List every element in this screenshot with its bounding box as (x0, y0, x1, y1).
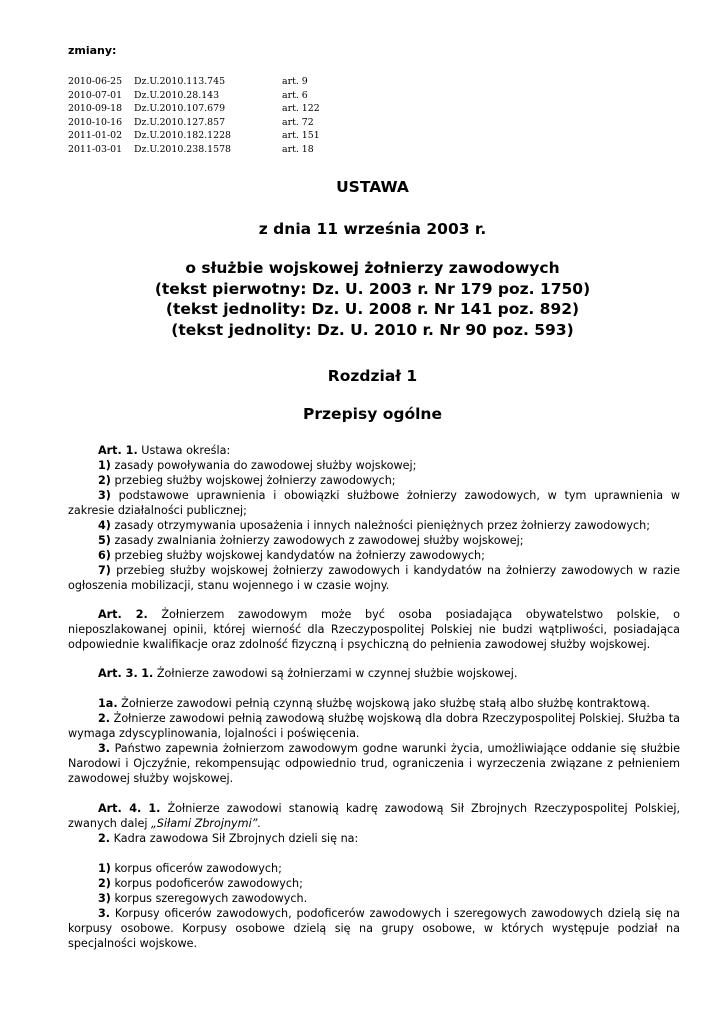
article-2-text: Żołnierzem zawodowym może być osoba posiadająca obywatelstwo polskie, o nieposzlakowanej opinii, której wierność dla Rzeczypospolitej Polskiej nie budzi wątpliwości, posiadająca odpowiednie kwalifikacje oraz zdolność fizyczną i psychiczną do pełnienia zawodowej służby wojskowej. (68, 608, 680, 651)
change-date: 2011-01-02 (68, 130, 123, 142)
article-1-intro: Art. 1. Ustawa określa: (98, 444, 231, 457)
change-date: 2010-09-18 (68, 103, 123, 115)
article-3-par-1: Żołnierze zawodowi są żołnierzami w czynnej służbie wojskowej. (156, 667, 518, 680)
article-1-item: 4) zasady otrzymywania uposażenia i innych należności pieniężnych przez żołnierzy zawodowych; (98, 519, 650, 532)
article-label: Art. 1. (98, 444, 138, 457)
article-3-cont: 1a. Żołnierze zawodowi pełnią czynną służbę wojskową jako służbę stałą albo służbę kontraktową. 2. Żołnierze zawodowi pełnią zawodową służbę wojskową dla dobra Rzeczypospolitej Polskiej. Służba ta wymaga zdyscyplinowania, lojalności i poświęcenia. 3. Państwo zapewnia żołnierzom zawodowym godne warunki życia, umożliwiające oddanie się służbie Narodowi i Ojczyźnie, rekompensując odpowiednio trud, ograniczenia i wyrzeczenia związane z pełnieniem zawodowej służby wojskowej. (68, 697, 680, 785)
change-date: 2010-06-25 (68, 76, 123, 87)
article-1-item: 6) przebieg służby wojskowej kandydatów na żołnierzy zawodowych; (98, 549, 485, 562)
article-1-item: 5) zasady zwalniania żołnierzy zawodowych z zawodowej służby wojskowej; (98, 534, 524, 547)
change-row (68, 75, 320, 89)
change-article: art. 122 (282, 103, 320, 115)
change-row (68, 129, 320, 143)
article-4-defined-term: „Siłami Zbrojnymi”. (151, 817, 262, 830)
article-1-item: 2) przebieg służby wojskowej żołnierzy zawodowych; (98, 474, 396, 487)
change-row (68, 89, 320, 103)
changes-list (68, 75, 320, 157)
act-heading (60, 258, 685, 340)
article-4-par-2: Kadra zawodowa Sił Zbrojnych dzieli się na: (113, 832, 359, 845)
act-original-text-ref: (tekst pierwotny: Dz. U. 2003 r. Nr 179 poz. 1750) (154, 279, 591, 298)
chapter-title: Przepisy ogólne (303, 405, 442, 423)
article-1-item: 3) podstawowe uprawnienia i obowiązki służbowe żołnierzy zawodowych, w tym uprawnienia w zakresie działalności publicznej; (68, 489, 680, 517)
change-article: art. 18 (282, 143, 314, 155)
chapter-number: Rozdział 1 (327, 367, 418, 385)
article-4: Art. 4. 1. Żołnierze zawodowi stanowią kadrę zawodową Sił Zbrojnych Rzeczypospolitej Polskiej, zwanych dalej „Siłami Zbrojnymi”. 2. Kadra zawodowa Sił Zbrojnych dzieli się na: (68, 802, 681, 845)
article-4-item: 2) korpus podoficerów zawodowych; (98, 877, 303, 890)
change-reference: Dz.U.2010.238.1578 (134, 143, 232, 155)
article-3: Art. 3. 1. Żołnierze zawodowi są żołnierzami w czynnej służbie wojskowej. (98, 667, 518, 680)
article-4-item: 3) korpus szeregowych zawodowych. (98, 892, 308, 905)
change-reference: Dz.U.2010.113.745 (134, 76, 226, 87)
article-1-item: 1) zasady powoływania do zawodowej służby wojskowej; (98, 459, 417, 472)
article-4-par-1: Żołnierze zawodowi stanowią kadrę zawodową Sił Zbrojnych Rzeczypospolitej Polskiej, zwanych dalej (68, 802, 681, 830)
article-3-par-3: Państwo zapewnia żołnierzom zawodowym godne warunki życia, umożliwiające oddanie się służbie Narodowi i Ojczyźnie, rekompensując odpowiednio trud, ograniczenia i wyrzeczenia związane z pełnieniem zawodowej służby wojskowej. (68, 742, 680, 785)
changes-label: zmiany: (68, 44, 117, 57)
change-reference: Dz.U.2010.107.679 (134, 103, 226, 115)
article-label: Art. 2. (98, 608, 148, 621)
act-title: USTAWA (336, 178, 409, 196)
change-date: 2011-03-01 (68, 143, 123, 155)
article-1-item: 7) przebieg służby wojskowej żołnierzy zawodowych i kandydatów na żołnierzy zawodowych w razie ogłoszenia mobilizacji, stanu wojennego i w czasie wojny. (68, 564, 680, 592)
act-date: z dnia 11 września 2003 r. (258, 220, 487, 238)
act-unified-text-ref-2010: (tekst jednolity: Dz. U. 2010 r. Nr 90 poz. 593) (171, 320, 574, 339)
change-article: art. 6 (282, 89, 308, 101)
change-article: art. 9 (282, 76, 308, 87)
change-article: art. 72 (282, 116, 314, 128)
article-2 (68, 607, 680, 652)
article-4-par-3: Korpusy oficerów zawodowych, podoficerów zawodowych i szeregowych zawodowych dzielą się na korpusy osobowe. Korpusy osobowe dzielą się na grupy osobowe, w których występuje podział na specjalności wojskowe. (68, 907, 681, 950)
change-article: art. 151 (282, 130, 320, 142)
change-row (68, 102, 320, 116)
article-label: Art. 3. (98, 667, 138, 680)
change-date: 2010-10-16 (68, 116, 123, 128)
article-label: Art. 4. (98, 802, 142, 815)
change-reference: Dz.U.2010.28.143 (134, 89, 220, 101)
article-1 (68, 443, 680, 593)
act-subject: o służbie wojskowej żołnierzy zawodowych (185, 259, 560, 277)
change-row (68, 116, 320, 130)
change-reference: Dz.U.2010.127.857 (134, 116, 226, 128)
article-3-par-2: Żołnierze zawodowi pełnią zawodową służbę wojskową dla dobra Rzeczypospolitej Polskiej. Służba ta wymaga zdyscyplinowania, lojalności i poświęcenia. (68, 712, 680, 740)
change-row (68, 143, 320, 157)
change-reference: Dz.U.2010.182.1228 (134, 130, 232, 142)
act-unified-text-ref-2008: (tekst jednolity: Dz. U. 2008 r. Nr 141 poz. 892) (165, 300, 580, 318)
change-date: 2010-07-01 (68, 89, 123, 101)
article-3-par-1a: Żołnierze zawodowi pełnią czynną służbę wojskową jako służbę stałą albo służbę kontraktową. (121, 697, 650, 710)
article-4-item: 1) korpus oficerów zawodowych; (98, 862, 282, 875)
article-4-cont: 1) korpus oficerów zawodowych; 2) korpus podoficerów zawodowych; 3) korpus szeregowych zawodowych. 3. Korpusy oficerów zawodowych, podoficerów zawodowych i szeregowych zawodowych dzielą się na korpusy osobowe. Korpusy osobowe dzielą się na grupy osobowe, w których występuje podział na specjalności wojskowe. (68, 862, 681, 950)
